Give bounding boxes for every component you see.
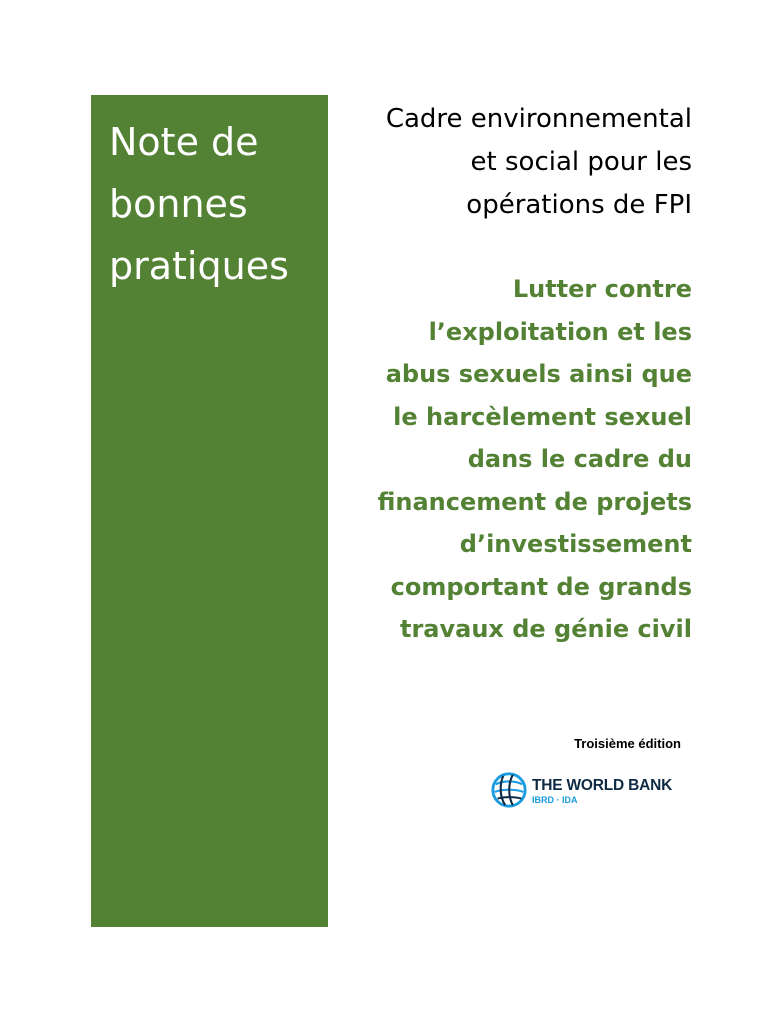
subtitle-line: le harcèlement sexuel bbox=[393, 402, 692, 431]
subtitle-line: Lutter contre bbox=[512, 275, 692, 303]
subtitle-line: l’exploitation et les bbox=[428, 317, 692, 346]
sidebar-title-line: bonnes bbox=[109, 182, 248, 226]
subtitle-line: comportant de grands bbox=[390, 572, 692, 601]
heading-line: et social pour les bbox=[470, 147, 692, 177]
sidebar-title-line: pratiques bbox=[109, 244, 289, 288]
document-heading bbox=[345, 98, 692, 227]
world-bank-globe-icon bbox=[490, 771, 528, 809]
heading-line: opérations de FPI bbox=[466, 190, 692, 220]
subtitle-line: dans le cadre du bbox=[467, 445, 692, 473]
subtitle-line: financement de projets bbox=[377, 487, 692, 516]
logo-name: THE WORLD BANK bbox=[532, 777, 673, 794]
document-subtitle bbox=[345, 268, 692, 651]
sidebar-title bbox=[109, 111, 319, 297]
sidebar-panel bbox=[91, 95, 328, 927]
subtitle-line: abus sexuels ainsi que bbox=[385, 360, 692, 388]
logo-subtitle: IBRD · IDA bbox=[532, 795, 578, 805]
edition-label: Troisième édition bbox=[574, 736, 681, 751]
subtitle-line: travaux de génie civil bbox=[399, 615, 692, 643]
heading-line: Cadre environnemental bbox=[385, 104, 692, 134]
world-bank-logo bbox=[490, 768, 680, 812]
subtitle-line: d’investissement bbox=[459, 530, 692, 558]
sidebar-title-line: Note de bbox=[109, 120, 259, 164]
